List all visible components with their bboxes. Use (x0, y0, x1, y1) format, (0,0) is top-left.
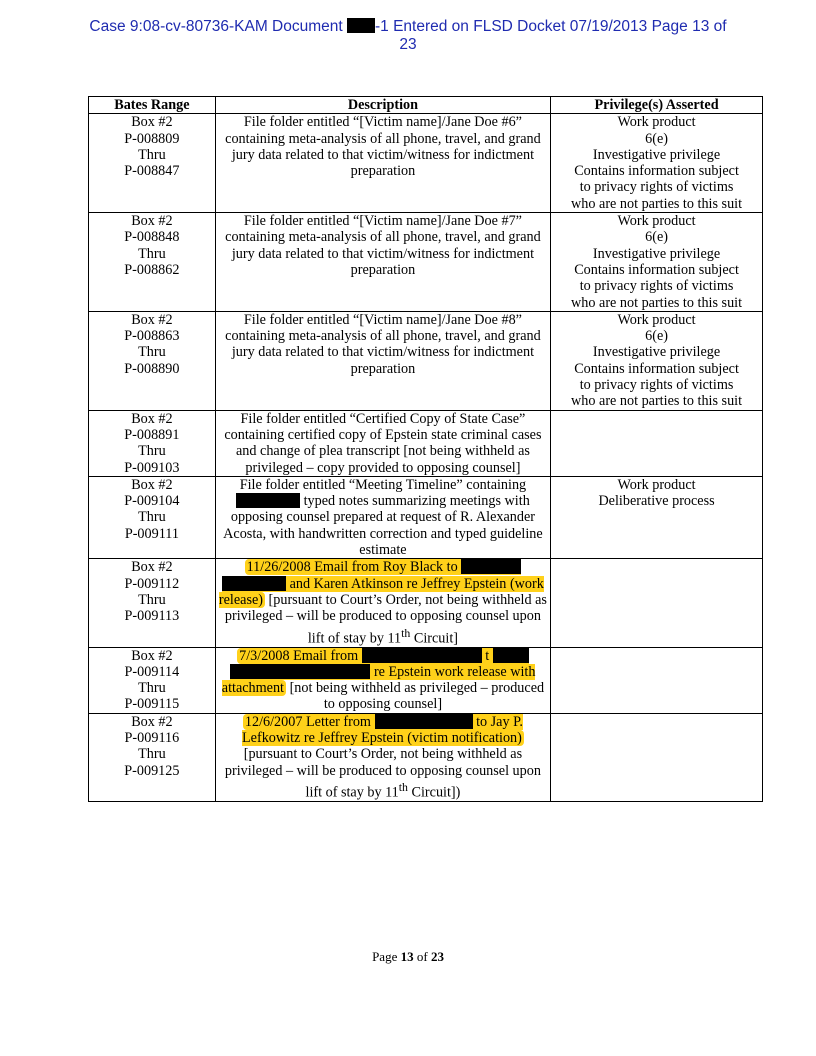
description-cell: File folder entitled “[Victim name]/Jane Doe #6” containing meta-analysis of all phone, travel, and grand jury data related to that victim/witness for indictment preparation (215, 114, 550, 213)
bates-cell: Box #2 P-008809 Thru P-008847 (89, 114, 216, 213)
bates-cell: Box #2 P-008863 Thru P-008890 (89, 311, 216, 410)
highlighted-text: 12/6/2007 Letter from to Jay P. Lefkowitz re Jeffrey Epstein (victim notification) (242, 713, 523, 747)
table-row (89, 311, 763, 410)
column-header-privilege: Privilege(s) Asserted (551, 97, 763, 114)
description-cell: File folder entitled “[Victim name]/Jane Doe #7” containing meta-analysis of all phone, travel, and grand jury data related to that victim/witness for indictment preparation (215, 213, 550, 312)
privilege-cell (551, 559, 763, 647)
privilege-log-table (88, 96, 763, 802)
redaction-block (236, 493, 300, 508)
description-cell: File folder entitled “Certified Copy of State Case” containing certified copy of Epstein state criminal cases and change of plea transcript [not being withheld as privileged – copy provided to opposing counsel] (215, 410, 550, 476)
table-row (89, 114, 763, 213)
bates-cell: Box #2 P-009104 Thru P-009111 (89, 476, 216, 558)
redaction-block (461, 559, 521, 574)
header-line-1: Case 9:08-cv-80736-KAM Document -1 Entered on FLSD Docket 07/19/2013 Page 13 of (89, 18, 727, 35)
redaction-block (222, 576, 286, 591)
privilege-cell: Work product 6(e) Investigative privilege Contains information subject to privacy rights of victims who are not parties to this suit (551, 114, 763, 213)
bates-cell: Box #2 P-009114 Thru P-009115 (89, 647, 216, 713)
column-header-bates: Bates Range (89, 97, 216, 114)
column-header-description: Description (215, 97, 550, 114)
privilege-cell: Work product 6(e) Investigative privilege Contains information subject to privacy rights of victims who are not parties to this suit (551, 311, 763, 410)
table-header-row (89, 97, 763, 114)
description-cell: File folder entitled “[Victim name]/Jane Doe #8” containing meta-analysis of all phone, travel, and grand jury data related to that victim/witness for indictment preparation (215, 311, 550, 410)
highlighted-text: 11/26/2008 Email from Roy Black to and Karen Atkinson re Jeffrey Epstein (work release) (218, 559, 544, 608)
highlighted-text: 7/3/2008 Email from t re Epstein work release with attachment (221, 647, 536, 697)
redaction-block (493, 648, 529, 663)
bates-cell: Box #2 P-008848 Thru P-008862 (89, 213, 216, 312)
table-row (89, 713, 763, 801)
table-row (89, 559, 763, 647)
table-row (89, 647, 763, 713)
table-row (89, 410, 763, 476)
redaction-block (347, 18, 375, 33)
table-row (89, 213, 763, 312)
page-footer: Page 13 of 23 (372, 949, 444, 964)
page-header (40, 18, 776, 54)
page-total: 23 (430, 949, 444, 964)
redaction-block (230, 664, 370, 679)
privilege-cell: Work product Deliberative process (551, 476, 763, 558)
privilege-cell: Work product 6(e) Investigative privilege Contains information subject to privacy rights of victims who are not parties to this suit (551, 213, 763, 312)
redaction-block (362, 648, 482, 663)
bates-cell: Box #2 P-009116 Thru P-009125 (89, 713, 216, 801)
header-line-2: 23 (399, 36, 417, 53)
redaction-block (375, 714, 473, 729)
table-row (89, 476, 763, 558)
privilege-cell (551, 410, 763, 476)
page-number: 13 (400, 949, 414, 964)
privilege-cell (551, 713, 763, 801)
privilege-cell (551, 647, 763, 713)
description-cell: File folder entitled “Meeting Timeline” containing typed notes summarizing meetings with opposing counsel prepared at request of R. Alexander Acosta, with handwritten correction and typed guideline estimate (215, 476, 550, 558)
description-cell: 12/6/2007 Letter from to Jay P. Lefkowitz re Jeffrey Epstein (victim notification) [pursuant to Court’s Order, not being withheld as privileged – will be produced to opposing counsel upon lift of stay by 11th Circuit]) (215, 713, 550, 801)
description-cell: 11/26/2008 Email from Roy Black to and Karen Atkinson re Jeffrey Epstein (work release) [pursuant to Court’s Order, not being withheld as privileged – will be produced to opposing counsel upon lift of stay by 11th Circuit] (215, 559, 550, 647)
bates-cell: Box #2 P-008891 Thru P-009103 (89, 410, 216, 476)
bates-cell: Box #2 P-009112 Thru P-009113 (89, 559, 216, 647)
description-cell: 7/3/2008 Email from t re Epstein work release with attachment [not being withheld as privileged – produced to opposing counsel] (215, 647, 550, 713)
